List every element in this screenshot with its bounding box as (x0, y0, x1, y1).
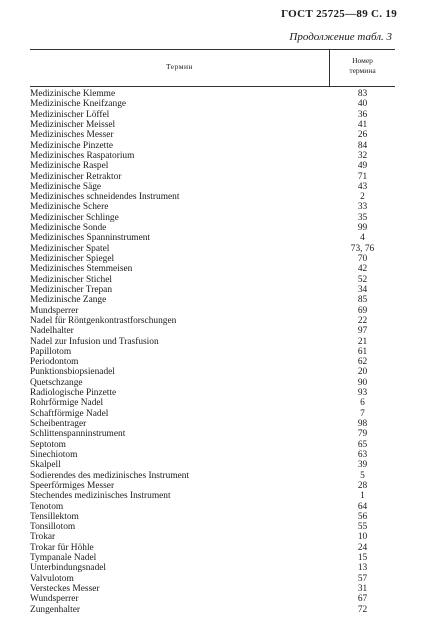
term-number-cell: 32 (357, 150, 368, 161)
term-cell: Medizinischer Trepan (30, 284, 113, 295)
term-number-cell: 55 (357, 522, 368, 533)
table-row (30, 244, 395, 254)
term-number-cell: 13 (357, 563, 368, 574)
term-number-cell: 7 (360, 408, 365, 419)
term-number-cell: 43 (357, 181, 368, 192)
term-number-cell: 31 (357, 584, 368, 594)
standard-header: ГОСТ 25725—89 С. 19 (281, 8, 397, 20)
term-number-cell: 34 (357, 284, 368, 295)
term-number-cell: 36 (357, 109, 368, 120)
table-row (30, 337, 395, 347)
term-cell: Tympanale Nadel (30, 553, 97, 564)
table-row (30, 460, 395, 470)
term-cell: Stechendes medizinisches Instrument (30, 491, 171, 502)
table-row (30, 233, 395, 243)
table-row (30, 409, 395, 419)
table-row (30, 605, 395, 615)
term-number-cell: 21 (357, 336, 368, 347)
table-row (30, 120, 395, 130)
term-cell: Medizinischer Retraktor (30, 171, 122, 182)
term-cell: Speerförmiges Messer (30, 480, 115, 491)
table-row (30, 202, 395, 212)
term-number-cell: 57 (357, 573, 368, 584)
term-cell: Medizinische Sonde (30, 223, 107, 234)
table-row (30, 419, 395, 429)
term-cell: Medizinische Säge (30, 181, 102, 192)
table-continuation-label: Продолжение табл. 3 (289, 31, 392, 43)
term-number-cell: 61 (357, 346, 368, 357)
term-cell: Sinechiotom (30, 449, 78, 460)
term-number-cell: 26 (357, 130, 368, 141)
term-cell: Mundsperrer (30, 305, 79, 316)
table-row (30, 574, 395, 584)
table-row (30, 584, 395, 594)
table-row (30, 543, 395, 553)
term-number-cell: 42 (357, 264, 368, 275)
term-number-cell: 71 (357, 171, 368, 182)
table-row (30, 130, 395, 140)
term-cell: Schaftförmige Nadel (30, 408, 109, 419)
term-cell: Zungenhalter (30, 604, 80, 615)
table-row (30, 440, 395, 450)
term-number-cell: 52 (357, 274, 368, 285)
term-cell: Quetschzange (30, 377, 83, 388)
term-cell: Skalpell (30, 460, 61, 471)
term-number-cell: 84 (357, 140, 368, 151)
term-cell: Unterbindungsnadel (30, 563, 107, 574)
term-cell: Medizinische Pinzette (30, 140, 114, 151)
table-row (30, 254, 395, 264)
table-row (30, 502, 395, 512)
term-number-cell: 2 (360, 192, 365, 203)
term-number-cell: 35 (357, 212, 368, 223)
term-cell: Periodontom (30, 357, 79, 368)
term-cell: Medizinisches Spanninstrument (30, 233, 151, 244)
term-number-cell: 79 (357, 429, 368, 440)
term-cell: Nadel für Röntgenkontrastforschungen (30, 315, 177, 326)
term-cell: Medizinisches Raspatorium (30, 150, 135, 161)
term-number-cell: 83 (357, 89, 368, 99)
term-number-cell: 67 (357, 594, 368, 605)
term-cell: Sodierendes des medizinisches Instrument (30, 470, 190, 481)
term-cell: Septotom (30, 439, 66, 450)
table-row (30, 471, 395, 481)
table-row (30, 275, 395, 285)
terms-table (30, 49, 395, 615)
term-cell: Tensillektom (30, 511, 79, 522)
table-row (30, 491, 395, 501)
term-cell: Medizinischer Spatel (30, 243, 110, 254)
term-number-cell: 56 (357, 511, 368, 522)
term-number-cell: 15 (357, 553, 368, 564)
table-row (30, 89, 395, 99)
term-number-cell: 41 (357, 119, 368, 130)
term-cell: Medizinischer Stichel (30, 274, 113, 285)
term-cell: Versteckes Messer (30, 584, 100, 594)
table-row (30, 326, 395, 336)
table-row (30, 347, 395, 357)
term-cell: Radiologische Pinzette (30, 388, 117, 399)
term-number-cell: 5 (360, 470, 365, 481)
column-header-number-line2: термина (349, 66, 376, 75)
term-cell: Nadelhalter (30, 326, 74, 337)
term-number-cell: 64 (357, 501, 368, 512)
term-cell: Papillotom (30, 346, 72, 357)
term-number-cell: 22 (357, 315, 368, 326)
term-number-cell: 99 (357, 223, 368, 234)
term-cell: Tenotom (30, 501, 64, 512)
table-row (30, 295, 395, 305)
term-cell: Medizinisches schneidendes Instrument (30, 192, 180, 203)
term-cell: Medizinischer Schlinge (30, 212, 119, 223)
column-header-term: Термин (165, 62, 194, 71)
term-cell: Rohrförmige Nadel (30, 398, 104, 409)
term-number-cell: 90 (357, 377, 368, 388)
table-body (30, 89, 395, 615)
term-number-cell: 28 (357, 480, 368, 491)
term-number-cell: 6 (360, 398, 365, 409)
term-cell: Medizinische Kneifzange (30, 99, 127, 110)
table-row (30, 450, 395, 460)
term-cell: Trokar für Höhle (30, 542, 94, 553)
table-row (30, 357, 395, 367)
term-number-cell: 40 (357, 99, 368, 110)
term-cell: Medizinisches Messer (30, 130, 114, 141)
table-row (30, 264, 395, 274)
table-header (30, 49, 395, 87)
term-number-cell: 63 (357, 449, 368, 460)
term-number-cell: 97 (357, 326, 368, 337)
term-number-cell: 93 (357, 388, 368, 399)
term-number-cell: 1 (360, 491, 365, 502)
table-row (30, 553, 395, 563)
term-number-cell: 4 (360, 233, 365, 244)
term-cell: Medizinische Raspel (30, 161, 109, 172)
term-cell: Wundsperrer (30, 594, 79, 605)
column-header-number (330, 56, 395, 76)
term-cell: Schlittenspanninstrument (30, 429, 126, 440)
term-cell: Valvulotom (30, 573, 74, 584)
term-number-cell: 70 (357, 254, 368, 264)
term-number-cell: 20 (357, 367, 368, 378)
table-row (30, 481, 395, 491)
table-row (30, 532, 395, 542)
term-cell: Scheibentrager (30, 419, 87, 429)
term-cell: Medizinischer Meissel (30, 119, 116, 130)
table-row (30, 161, 395, 171)
table-row (30, 316, 395, 326)
table-row (30, 192, 395, 202)
table-row (30, 367, 395, 377)
table-row (30, 512, 395, 522)
term-number-cell: 39 (357, 460, 368, 471)
table-row (30, 398, 395, 408)
table-row (30, 110, 395, 120)
term-number-cell: 10 (357, 532, 368, 543)
term-number-cell: 73, 76 (350, 243, 375, 254)
table-row (30, 182, 395, 192)
term-cell: Medizinische Klemme (30, 89, 116, 99)
term-number-cell: 65 (357, 439, 368, 450)
table-row (30, 522, 395, 532)
term-cell: Nadel zur Infusion und Trasfusion (30, 336, 159, 347)
term-cell: Medizinischer Spiegel (30, 254, 115, 264)
table-row (30, 429, 395, 439)
term-number-cell: 33 (357, 202, 368, 213)
term-number-cell: 49 (357, 161, 368, 172)
table-row (30, 172, 395, 182)
term-cell: Medizinischer Löffel (30, 109, 110, 120)
table-row (30, 141, 395, 151)
term-cell: Medizinisches Stemmeisen (30, 264, 133, 275)
term-cell: Trokar (30, 532, 56, 543)
table-row (30, 563, 395, 573)
table-row (30, 306, 395, 316)
term-number-cell: 69 (357, 305, 368, 316)
term-number-cell: 24 (357, 542, 368, 553)
table-row (30, 378, 395, 388)
term-number-cell: 85 (357, 295, 368, 306)
table-row (30, 151, 395, 161)
table-row (30, 388, 395, 398)
table-row (30, 99, 395, 109)
table-row (30, 594, 395, 604)
term-cell: Medizinische Schere (30, 202, 109, 213)
table-row (30, 223, 395, 233)
table-row (30, 213, 395, 223)
column-header-number-line1: Номер (352, 56, 373, 65)
term-cell: Medizinische Zange (30, 295, 107, 306)
term-cell: Punktionsbiopsienadel (30, 367, 115, 378)
term-number-cell: 62 (357, 357, 368, 368)
term-cell: Tonsillotom (30, 522, 76, 533)
term-number-cell: 98 (357, 419, 368, 429)
table-row (30, 285, 395, 295)
term-number-cell: 72 (357, 604, 368, 615)
